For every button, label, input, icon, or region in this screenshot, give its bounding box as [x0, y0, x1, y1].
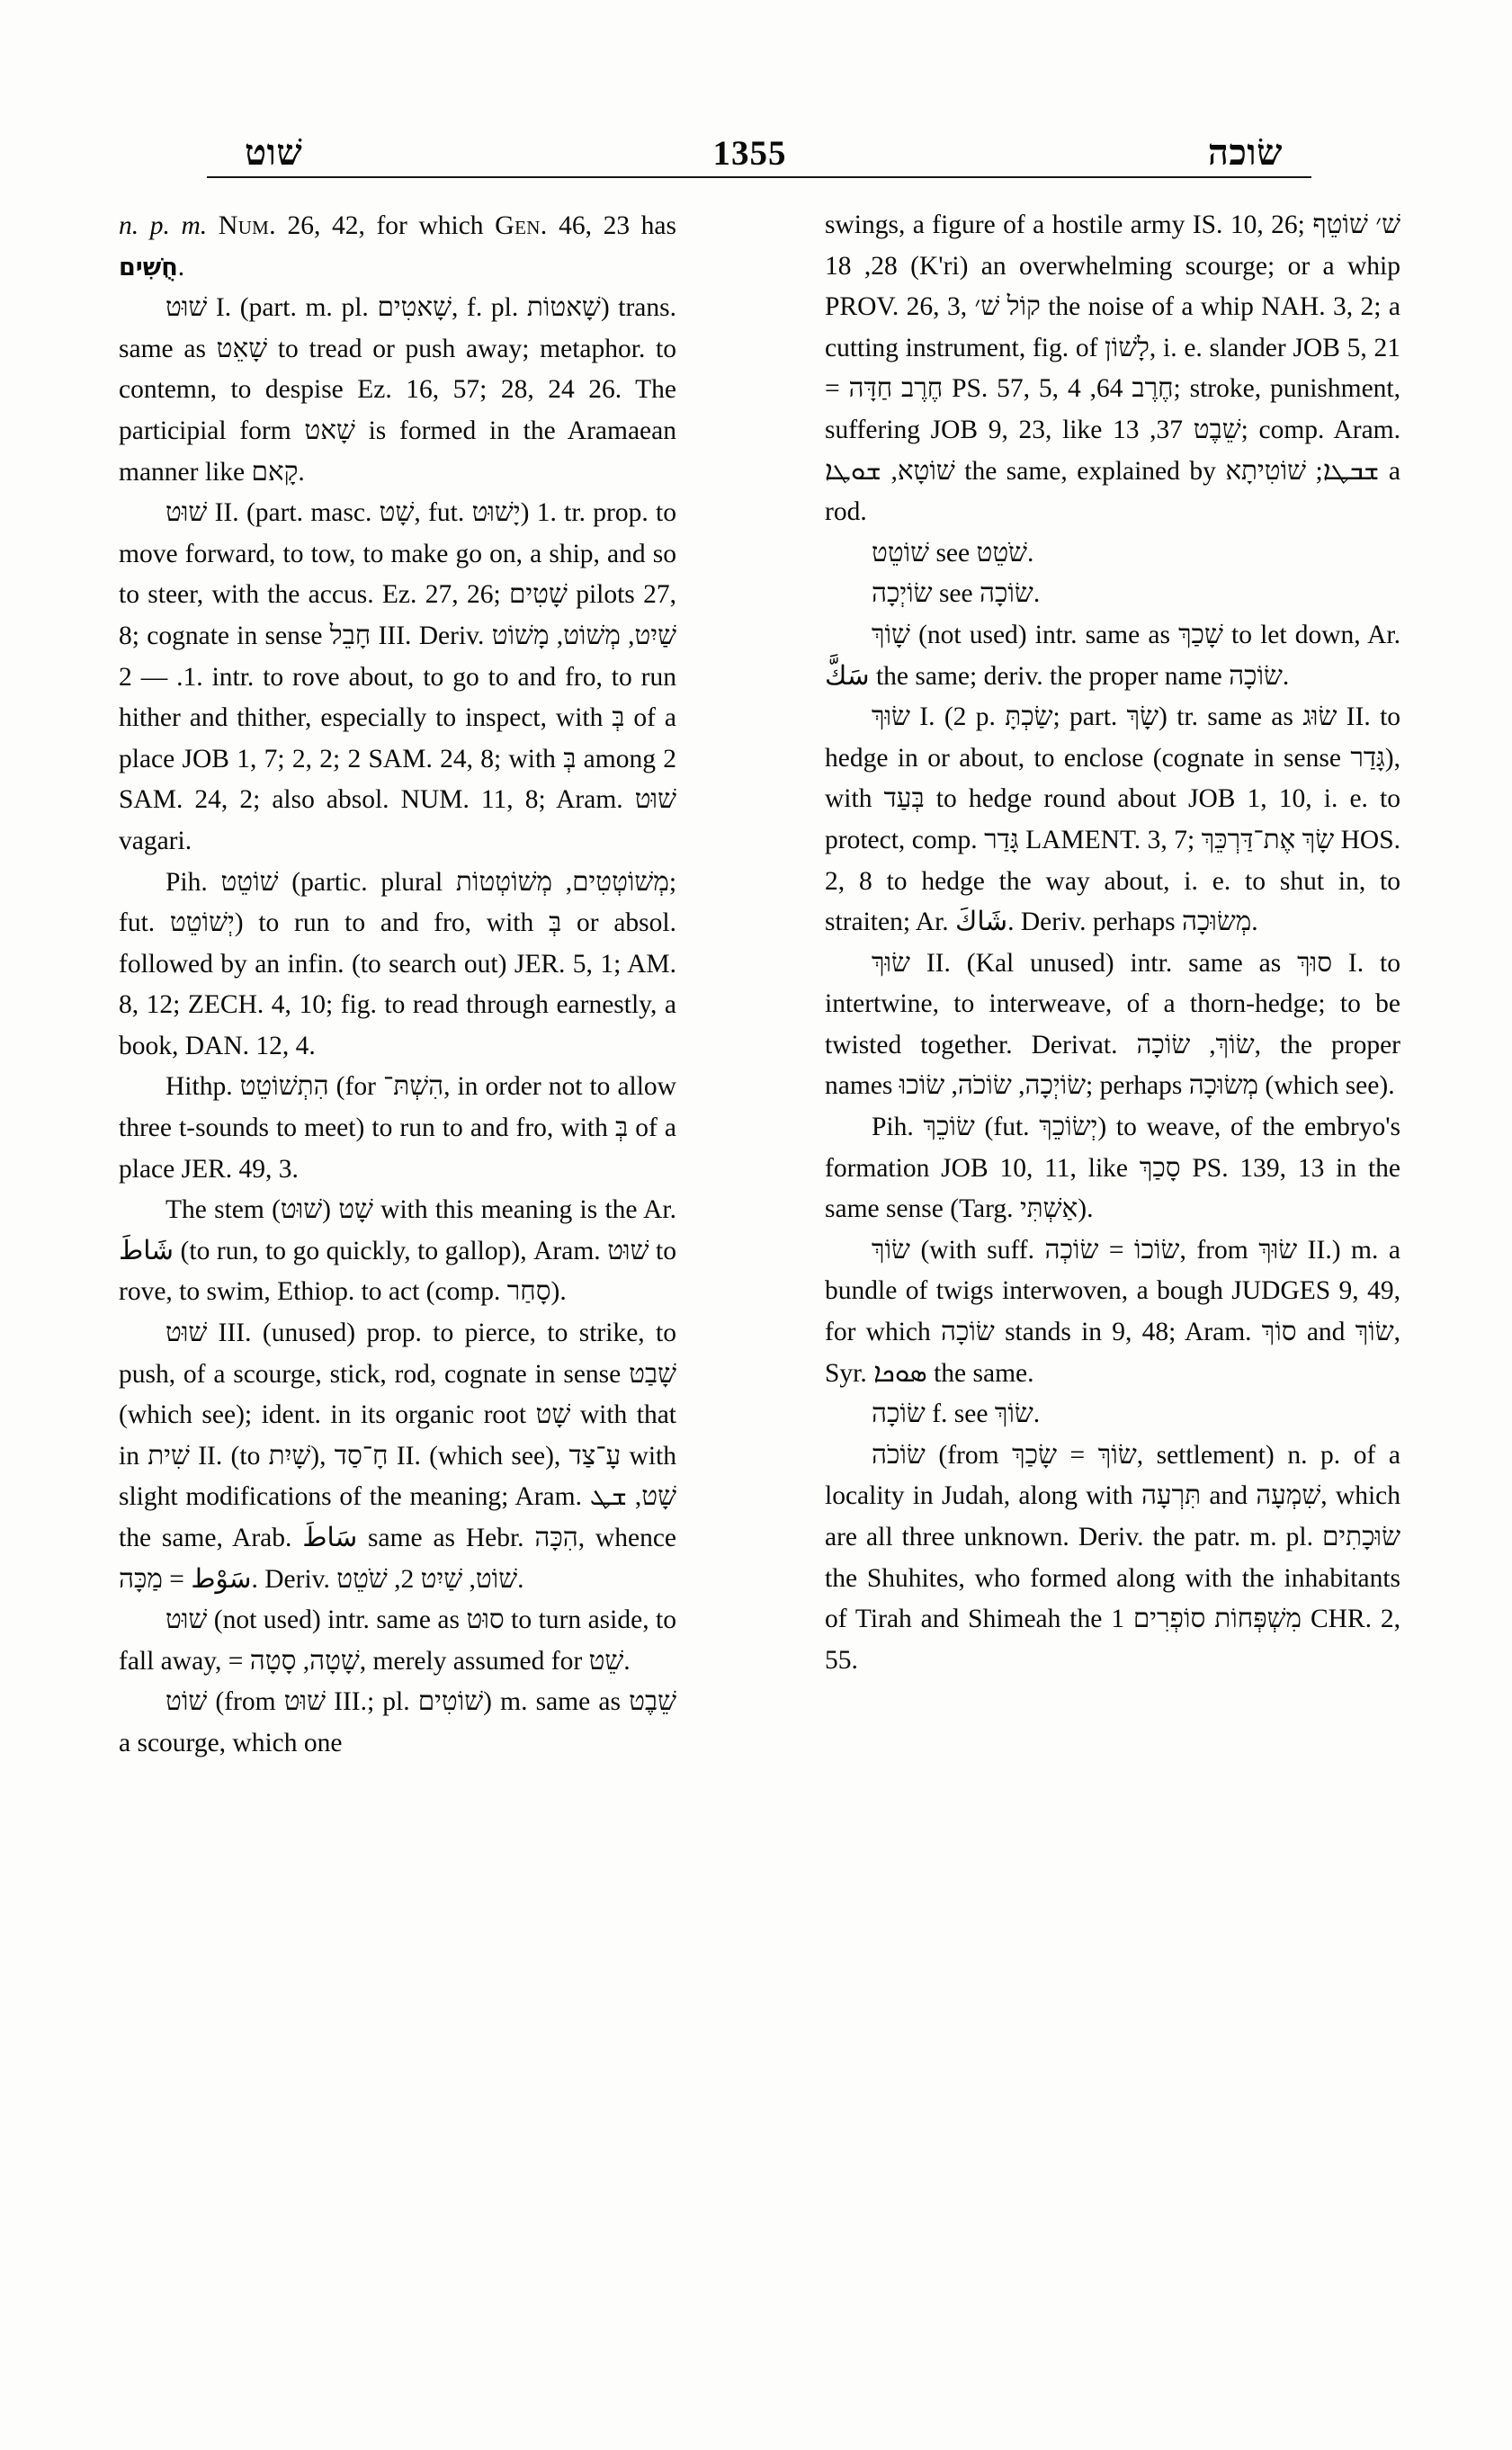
entry-paragraph: שׂוֹיְכָה see שׂוֹכָה.: [872, 579, 1041, 609]
page-number: 1355: [712, 134, 787, 173]
entry-paragraph: Hithp. הִתְשׁוֹטֵט (for הִשְׁתּ־, in order not to allow three t-sounds to meet) to run to and fro, with בְּ of a place JER. 49, 3.: [119, 1072, 676, 1184]
entry-paragraph: שׁוּט II. (part. masc. שָׁט, fut. יָשׁוּט) 1. tr. prop. to move forward, to tow, to make go on, a ship, and so to steer, with the accus. Ez. 27, 26; שָׁטִים pilots 27, 8; cognate in sense חָבֵל III. Deriv. שַׁיִט, מְשׁוֹט, מָשׁוֹט 1. — 2. intr. to rove about, to go to and fro, to run hither and thither, especially to inspect, with בְּ of a place JOB 1, 7; 2, 2; 2 SAM. 24, 8; with בְּ among 2 SAM. 24, 2; also absol. NUM. 11, 8; Aram. שׁוּט vagari.: [119, 498, 676, 855]
running-head-left-lemma: שׁוט: [245, 132, 303, 173]
entry-paragraph: שׂוּךְ II. (Kal unused) intr. same as סוּךְ I. to intertwine, to interweave, of a thorn-hedge; to be twisted together. Derivat. שׂוֹךְ, שׂוֹכָה, the proper names שׂוֹיְכָה, שׂוֹכֹה, שׂוֹכוּ; perhaps מְשׂוּכָה (which see).: [825, 948, 1401, 1101]
left-column: [119, 205, 676, 1765]
right-column: [825, 205, 1400, 1765]
entry-paragraph: שָׁוֹךְ (not used) intr. same as שָׁכַךְ to let down, Ar. سَكَّ the same; deriv. the proper name שׂוֹכָה.: [825, 620, 1400, 691]
book-abbreviation: Gen.: [495, 210, 548, 240]
running-head-right-lemma: שׂוכה: [1207, 132, 1283, 173]
entry-paragraph: שׁוֹט (from שׁוּט III.; pl. שׁוֹטִים) m. same as שֵׁבֶט a scourge, which one: [119, 1687, 676, 1757]
entry-paragraph: n. p. m. Num. 26, 42, for which Gen. 46, 23 has חֻשִׁים.: [119, 210, 676, 282]
entry-paragraph: swings, a figure of a hostile army IS. 10, 26; שׁ׳ שׁוֹטֵף 28, 18 (K'ri) an overwhelming scourge; or a whip PROV. 26, 3, קוֹל שׁ׳ the noise of a whip NAH. 3, 2; a cutting instrument, fig. of לָשׁוֹן, i. e. slander JOB 5, 21 = חֶרֶב חַדָּה PS. 57, 5, חֶרֶב 64, 4; stroke, punishment, suffering JOB 9, 23, like שֵׁבֶט 37, 13; comp. Aram. שׁוֹטָא, ܫܘܛܐ the same, explained by ܫܒܛܐ; שׁוֹטִיתָא a rod.: [825, 210, 1401, 527]
entry-paragraph: Pih. שׂוֹכֵךְ (fut. יְשׂוֹכֵךְ) to weave, of the embryo's formation JOB 10, 11, like סָכַךְ PS. 139, 13 in the same sense (Targ. אַשְׁתִּי).: [825, 1113, 1400, 1224]
running-head: [209, 115, 1308, 171]
entry-paragraph: שׂוֹכֹה (from שׂוֹךְ = שָׂכַךְ, settlement) n. p. of a locality in Judah, along with תִּרְעָה and שִׁמְעָה, which are all three unknown. Deriv. the patr. m. pl. שׂוּכָתִים the Shuhites, who formed along with the inhabitants of Tirah and Shimeah the מִשְׁפְּחוֹת סוֹפְרִים 1 CHR. 2, 55.: [825, 1440, 1400, 1675]
entry-paragraph: The stem שָׁט (שׁוּט) with this meaning is the Ar. شَاطَ (to run, to go quickly, to gallop), Aram. שׁוּט to rove, to swim, Ethiop. to act (comp. סָחַר).: [119, 1195, 676, 1307]
entry-paragraph: שׂוֹךְ (with suff. שׂוֹכוֹ = שׂוֹכְה, from שׂוּךְ II.) m. a bundle of twigs interwoven, a bough JUDGES 9, 49, for which שׂוֹכָה stands in 9, 48; Aram. סוֹךְ and שׂוֹךְ, Syr. ܣܘܟܐ the same.: [825, 1235, 1401, 1388]
hebrew-word: חֻשִׁים: [119, 253, 178, 282]
entry-paragraph: Pih. שׁוֹטֵט (partic. plural מְשׁוֹטְטִים, מְשׁוֹטְטוֹת; fut. יְשׁוֹטֵט) to run to and fro, with בְּ or absol. followed by an infin. (to search out) JER. 5, 1; AM. 8, 12; ZECH. 4, 10; fig. to read through earnestly, a book, DAN. 12, 4.: [119, 867, 677, 1060]
entry-paragraph: שׂוֹכָה f. see שׂוֹךְ.: [872, 1399, 1041, 1429]
entry-paragraph: שׁוֹטֵט see שֹׁטֵט.: [872, 538, 1034, 568]
gloss-italic: n. p. m.: [119, 211, 208, 240]
body-columns: [119, 205, 1400, 1765]
entry-paragraph: שׁוּט (not used) intr. same as סוּט to turn aside, to fall away, = שָׁטָה, סָטָה, merely assumed for שֵׁט.: [119, 1605, 676, 1676]
book-abbreviation: Num.: [218, 210, 276, 240]
entry-paragraph: שׁוּט I. (part. m. pl. שָׁאטִים, f. pl. שָׁאטוֹת) trans. same as שָׁאֵט to tread or push away; metaphor. to contemn, to despise Ez. 16, 57; 28, 24 26. The participial form שָׁאט is formed in the Aramaean manner like קָאם.: [119, 293, 677, 487]
header-divider-rule: [207, 176, 1311, 178]
entry-paragraph: שׁוּט III. (unused) prop. to pierce, to strike, to push, of a scourge, stick, rod, cognate in sense שָׁבַט (which see); ident. in its organic root שָׁט with that in שִׁית II. (to שָׁיִת), חָ־סַד II. (which see), עָ־צַד with slight modifications of the meaning; Aram. שָׁט, ܫܛ the same, Arab. سَاطَ same as Hebr. הִכָּה, whence سَوْط = מַכָּה. Deriv. שׁוֹט, שַׁיִט 2, שֹׁטֵט.: [119, 1319, 677, 1594]
entry-paragraph: שׂוּךְ I. (2 p. שַׂכְתָּ; part. שָׂךְ) tr. same as שׂוּג II. to hedge in or about, to enclose (cognate in sense גָּדַר), with בְּעַד to hedge round about JOB 1, 10, i. e. to protect, comp. גָּדַר LAMENT. 3, 7; שָׂךְ אֶת־דַּרְכֵּךְ HOS. 2, 8 to hedge the way about, i. e. to shut in, to straiten; Ar. شَاكَ. Deriv. perhaps מְשׂוּכָה.: [825, 702, 1401, 937]
